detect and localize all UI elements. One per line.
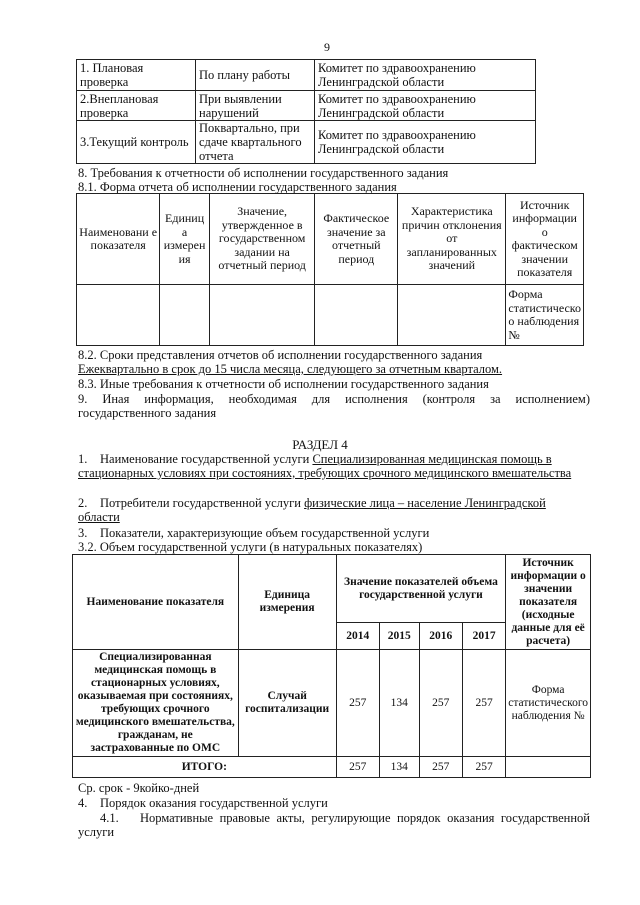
item-1: 1. Наименование государственной услуги Специализированная медицинская помощь в стационарных условиях при состояниях, требующих срочного медицинского вмешательства [78,452,572,480]
control-authority: Комитет по здравоохранению Ленинградской области [315,91,536,121]
unit: Случай госпитализации [238,650,336,757]
control-form: 3.Текущий контроль [77,121,196,164]
header-cell: Наименование показателя [73,555,239,650]
section-8-2: 8.2. Сроки представления отчетов об исполнении государственного задания [78,348,483,362]
table-row [77,194,584,285]
section-8-1: 8.1. Форма отчета об исполнении государственного задания [78,180,397,194]
item-3: 3. Показатели, характеризующие объем государственной услуги [78,526,430,540]
table-row [73,555,591,623]
control-timing: Поквартально, при сдаче квартального отчета [196,121,315,164]
control-table [76,59,536,164]
table-row [77,285,584,346]
value-cell: 134 [379,650,419,757]
total-cell: 257 [419,757,462,778]
header-cell: Единица измерения [238,555,336,650]
header-cell: Фактическое значение за отчетный период [315,194,398,285]
section-3-2: 3.2. Объем государственной услуги (в натуральных показателях) [78,540,423,554]
item-2: 2. Потребители государственной услуги физические лица – население Ленинградской области [78,496,546,524]
section-8-3: 8.3. Иные требования к отчетности об исполнении государственного задания [78,377,489,391]
header-cell: Единиц а измерен ия [160,194,210,285]
page-number: 9 [324,40,330,54]
table-row [73,757,591,778]
item-4: 4. Порядок оказания государственной услуги [78,796,328,810]
control-timing: По плану работы [196,60,315,91]
header-cell: Источник информации о значении показателя (исходные данные для её расчета) [506,555,591,650]
source-cell: Форма статистического наблюдения № [506,650,591,757]
table-row [77,60,536,91]
year-cell: 2016 [419,623,462,650]
value-cell: 257 [419,650,462,757]
control-authority: Комитет по здравоохранению Ленинградской области [315,121,536,164]
total-cell: 134 [379,757,419,778]
value-cell: 257 [336,650,379,757]
section-9: 9. Иная информация, необходимая для исполнения (контроля за исполнением) государственного задания [78,392,590,420]
control-timing: При выявлении нарушений [196,91,315,121]
control-form: 1. Плановая проверка [77,60,196,91]
service-name: Специализированная медицинская помощь в стационарных условиях, оказываемая при состояниях, требующих срочного медицинского вмешательства, гражданам, не застрахованные по ОМС [73,650,239,757]
section-8: 8. Требования к отчетности об исполнении государственного задания [78,166,449,180]
item-4-1: 4.1. Нормативные правовые акты, регулирующие порядок оказания государственной услуги [78,811,590,839]
total-cell: 257 [462,757,505,778]
section-8-2-detail: Ежеквартально в срок до 15 числа месяца, следующего за отчетным кварталом. [78,362,503,376]
value-cell: 257 [462,650,505,757]
report-source: Форма статистическо о наблюдения № [506,285,584,346]
header-cell: Наименовани е показателя [77,194,160,285]
total-label: ИТОГО: [73,757,337,778]
header-cell: Значение показателей объема государственной услуги [336,555,506,623]
avg-stay: Ср. срок - 9койко-дней [78,781,200,795]
year-cell: 2017 [462,623,505,650]
total-cell: 257 [336,757,379,778]
table-row [77,121,536,164]
report-form-table [76,193,584,346]
control-form: 2.Внеплановая проверка [77,91,196,121]
year-cell: 2014 [336,623,379,650]
header-cell: Источник информации о фактическом значении показателя [506,194,584,285]
section-title: РАЗДЕЛ 4 [292,437,348,452]
table-row [77,91,536,121]
table-row [73,650,591,757]
header-cell: Значение, утвержденное в государственном задании на отчетный период [209,194,315,285]
service-volume-table [72,554,591,778]
header-cell: Характеристика причин отклонения от запланированных значений [398,194,506,285]
control-authority: Комитет по здравоохранению Ленинградской области [315,60,536,91]
year-cell: 2015 [379,623,419,650]
